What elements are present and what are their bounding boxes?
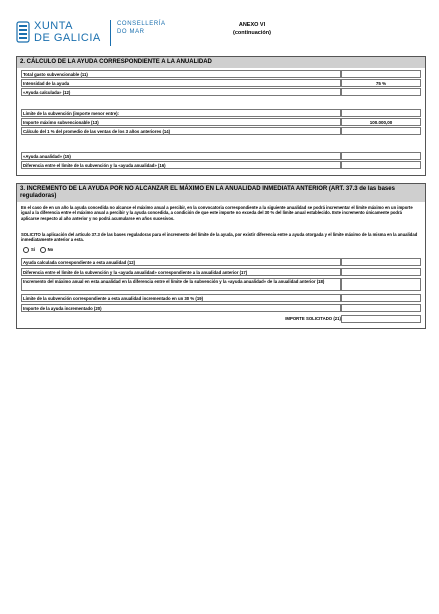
row-label: Límite de la subvención (importe menor entre): [21,109,341,117]
table-row [21,88,421,96]
table-row [21,278,421,291]
department-line1: CONSELLERÍA [117,21,166,27]
yes-label: Sí [31,247,35,253]
table-row [21,161,421,169]
yes-no-options [23,247,421,253]
row-value-field[interactable] [341,304,421,312]
annex-title: ANEXO VI [238,22,266,28]
department-line2: DO MAR [117,29,145,35]
section-3-intro: En el caso de en un año la ayuda concedida no alcance el máximo anual a percibir, en la convocatoria correspondiente a la siguiente anualidad se podrá incrementar el límite máximo en un importe igual a la diferencia entre el máximo anual a percibir y la ayuda concedida, a condición de que este importe no exceda del 30 % del límite anual establecido. Este incremento únicamente podrá aplicarse respecto al año anterior y no podrá acumularse en años sucesivos. [21,205,413,221]
table-row [21,304,421,312]
page-header [16,18,426,52]
logo-text-line2: DE GALICIA [34,32,101,44]
table-row [21,268,421,276]
row-label: Intensidad de la ayuda [21,79,341,87]
row-value-field[interactable] [341,127,421,135]
total-label: IMPORTE SOLICITADO (21) [285,316,341,321]
row-label: Ayuda calculada correspondiente a esta anualidad (12) [21,258,341,266]
row-label: «Ayuda anualidad» (15) [21,152,341,160]
table-row [21,294,421,302]
no-label: No [47,247,54,253]
row-value-field[interactable] [341,258,421,266]
row-label: Cálculo del 1 % del promedio de las ventas de los 3 años anteriores (14) [21,127,341,135]
row-label: Diferencia entre el límite de la subvención y la «ayuda anualidad» (16) [21,161,341,169]
row-label: Importe máximo subvencionable (13) [21,118,341,126]
logo-divider [110,20,111,46]
row-value-field[interactable] [341,109,421,117]
table-row [21,152,421,160]
row-value-field[interactable] [341,278,421,291]
annex-heading [212,21,292,37]
table-row [21,79,421,87]
table-row [21,70,421,78]
table-row [21,118,421,126]
section-2 [16,56,426,176]
row-label: Incremento del máximo anual en esta anualidad en la diferencia entre el límite de la subvención y la «ayuda anualidad» de la anualidad anterior (18) [21,278,341,291]
row-value-field[interactable] [341,294,421,302]
row-value-field[interactable] [341,268,421,276]
row-value-field[interactable] [341,152,421,160]
row-value-field[interactable] [341,70,421,78]
row-label: «Ayuda calculada» (12) [21,88,341,96]
xunta-logo [16,18,106,48]
row-label: Diferencia entre el límite de la subvención y la «ayuda anualidad» correspondiente a la anualidad anterior (17) [21,268,341,276]
table-row [21,109,421,117]
table-row [21,258,421,266]
row-value-field[interactable] [341,88,421,96]
section-3-title: 3. INCREMENTO DE LA AYUDA POR NO ALCANZAR EL MÁXIMO EN LA ANUALIDAD INMEDIATA ANTERIOR (ART. 37.3 de las bases reguladoras) [17,184,425,202]
row-value-field[interactable]: 75 % [341,79,421,87]
section-3-request: SOLICITO la aplicación del artículo 37.3 de las bases reguladoras para el incremento del límite de la ayuda, por existir diferencia entre a ayuda otorgada y el límite máximo de la misma en la anualidad inmediatamente anterior a esta. [21,232,418,243]
no-radio[interactable] [40,247,46,253]
row-value-field[interactable]: 100.000,00 [341,118,421,126]
table-row [21,127,421,135]
section-3 [16,183,426,329]
annex-subtitle: (continuación) [233,30,271,36]
total-value-field[interactable] [341,315,421,323]
coat-of-arms-icon [16,21,30,43]
yes-radio[interactable] [23,247,29,253]
total-row [21,315,421,323]
logo-text-line1: XUNTA [34,20,73,32]
row-value-field[interactable] [341,161,421,169]
row-label: Límite de la subvención correspondiente a esta anualidad incrementado en un 30 % (19) [21,294,341,302]
row-label: Total gasto subvencionable (11) [21,70,341,78]
row-label: Importe de la ayuda incrementado (20) [21,304,341,312]
section-2-title: 2. CÁLCULO DE LA AYUDA CORRESPONDIENTE A LA ANUALIDAD [17,57,425,68]
